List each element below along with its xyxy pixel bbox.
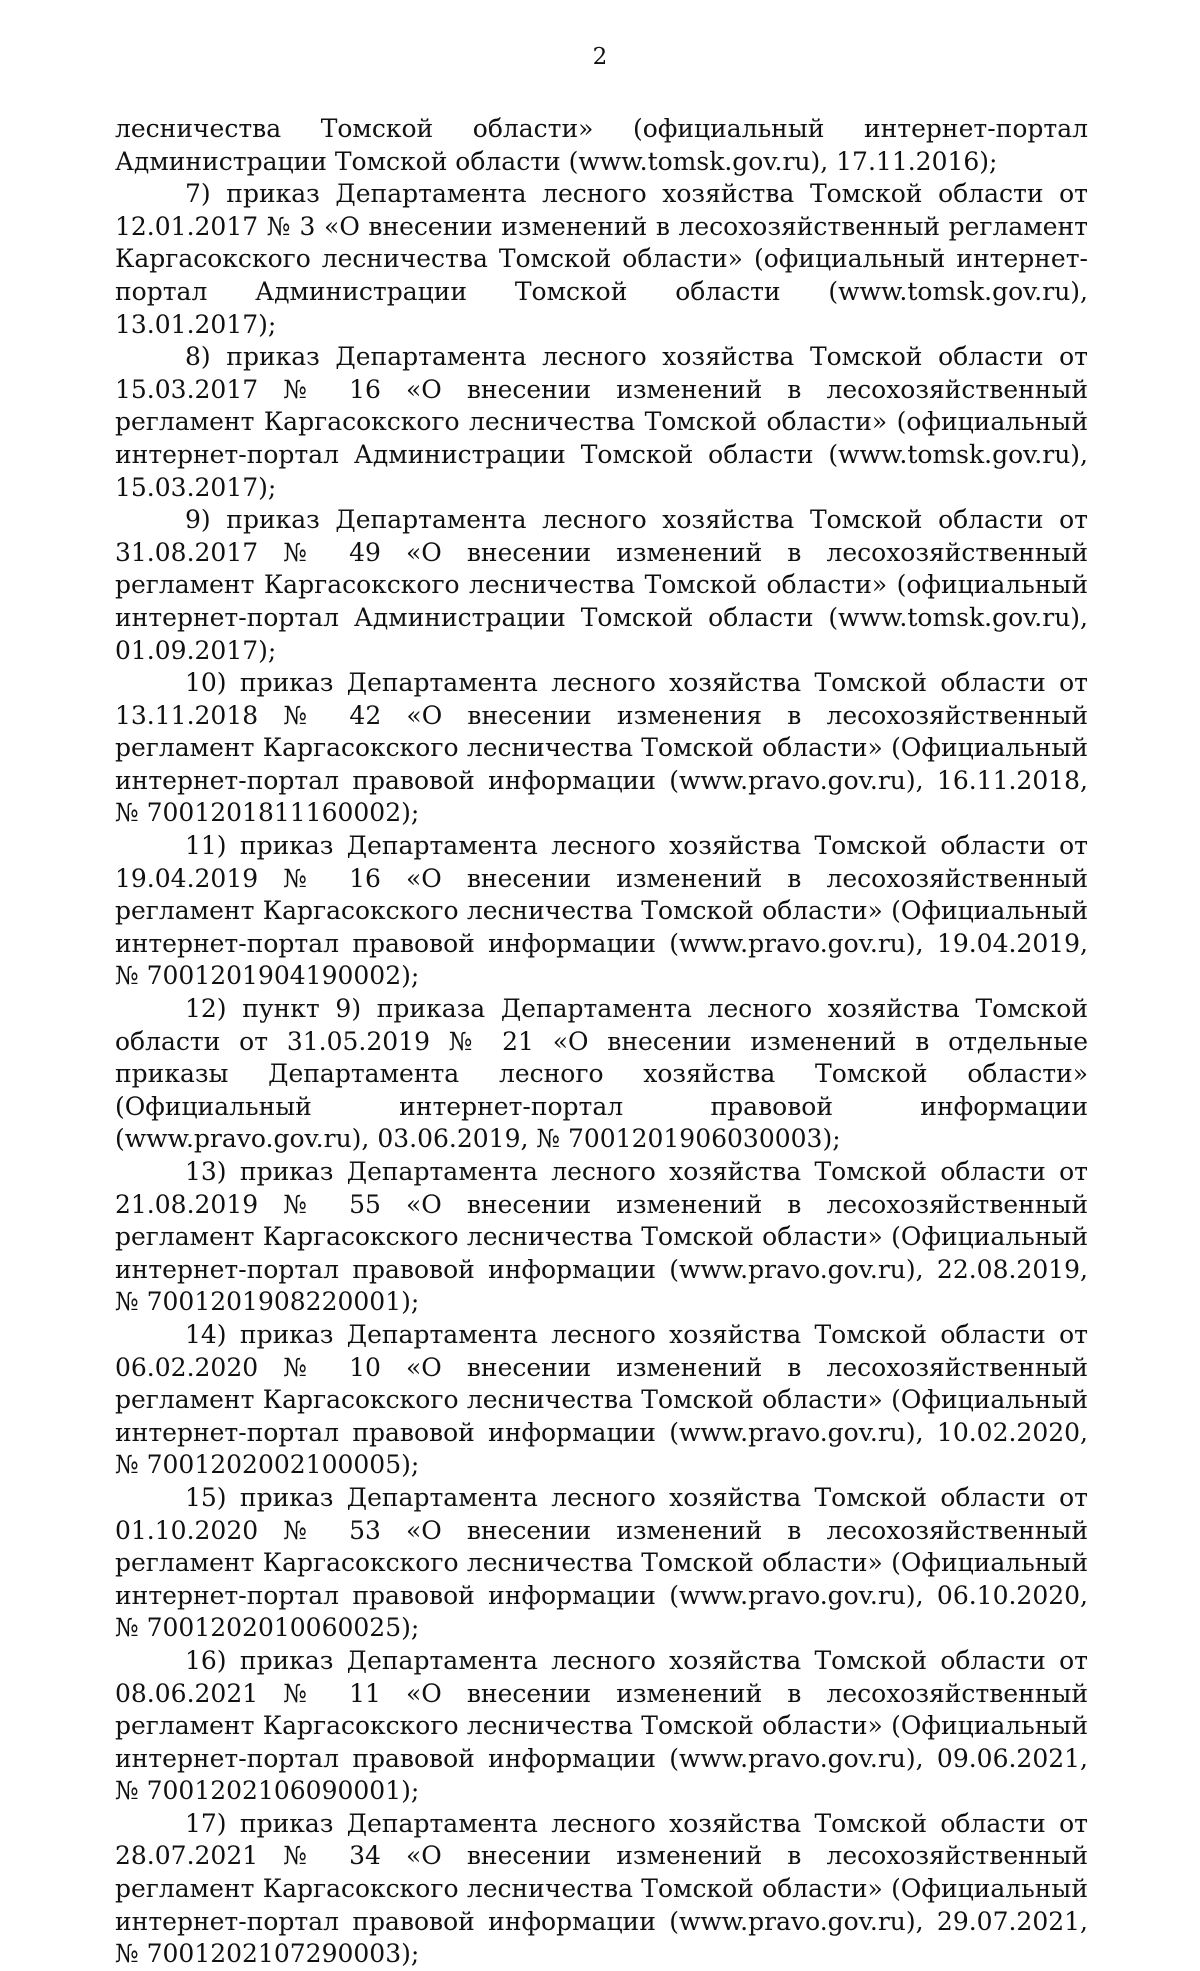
list-item-13: 13) приказ Департамента лесного хозяйства Томской области от 21.08.2019 № 55 «О внесении изменений в лесохозяйственный регламент Каргасокского лесничества Томской области» (Официальный интернет-портал правовой информации (www.pravo.gov.ru), 22.08.2019, № 7001201908220001); [115,1157,1088,1317]
list-item-9: 9) приказ Департамента лесного хозяйства Томской области от 31.08.2017 № 49 «О внесении изменений в лесохозяйственный регламент Каргасокского лесничества Томской области» (официальный интернет-портал Администрации Томской области (www.tomsk.gov.ru), 01.09.2017); [115,505,1088,665]
list-item-14: 14) приказ Департамента лесного хозяйства Томской области от 06.02.2020 № 10 «О внесении изменений в лесохозяйственный регламент Каргасокского лесничества Томской области» (Официальный интернет-портал правовой информации (www.pravo.gov.ru), 10.02.2020, № 7001202002100005); [115,1319,1088,1480]
list-item-17: 17) приказ Департамента лесного хозяйства Томской области от 28.07.2021 № 34 «О внесении изменений в лесохозяйственный регламент Каргасокского лесничества Томской области» (Официальный интернет-портал правовой информации (www.pravo.gov.ru), 29.07.2021, № 7001202107290003); [115,1808,1088,1969]
list-item-12: 12) пункт 9) приказа Департамента лесного хозяйства Томской области от 31.05.2019 № 21 «О внесении изменений в отдельные приказы Департамента лесного хозяйства Томской области» (Официальный интернет-портал правовой информации (www.pravo.gov.ru), 03.06.2019, № 7001201906030003); [115,994,1088,1154]
list-item-11: 11) приказ Департамента лесного хозяйства Томской области от 19.04.2019 № 16 «О внесении изменений в лесохозяйственный регламент Каргасокского лесничества Томской области» (Официальный интернет-портал правовой информации (www.pravo.gov.ru), 19.04.2019, № 7001201904190002); [115,831,1088,991]
list-item-10: 10) приказ Департамента лесного хозяйства Томской области от 13.11.2018 № 42 «О внесении изменения в лесохозяйственный регламент Каргасокского лесничества Томской области» (Официальный интернет-портал правовой информации (www.pravo.gov.ru), 16.11.2018, № 7001201811160002); [115,668,1088,828]
list-item-8: 8) приказ Департамента лесного хозяйства Томской области от 15.03.2017 № 16 «О внесении изменений в лесохозяйственный регламент Каргасокского лесничества Томской области» (официальный интернет-портал Администрации Томской области (www.tomsk.gov.ru), 15.03.2017); [115,342,1088,502]
list-item-16: 16) приказ Департамента лесного хозяйства Томской области от 08.06.2021 № 11 «О внесении изменений в лесохозяйственный регламент Каргасокского лесничества Томской области» (Официальный интернет-портал правовой информации (www.pravo.gov.ru), 09.06.2021, № 7001202106090001); [115,1645,1088,1806]
document-body [115,113,1088,1971]
page-number: 2 [592,44,608,70]
list-item-15: 15) приказ Департамента лесного хозяйства Томской области от 01.10.2020 № 53 «О внесении изменений в лесохозяйственный регламент Каргасокского лесничества Томской области» (Официальный интернет-портал правовой информации (www.pravo.gov.ru), 06.10.2020, № 7001202010060025); [115,1482,1088,1643]
list-item-7: 7) приказ Департамента лесного хозяйства Томской области от 12.01.2017 № 3 «О внесении изменений в лесохозяйственный регламент Каргасокского лесничества Томской области» (официальный интернет-портал Администрации Томской области (www.tomsk.gov.ru), 13.01.2017); [115,179,1088,339]
paragraph-continued-item-6: лесничества Томской области» (официальный интернет-портал Администрации Томской области (www.tomsk.gov.ru), 17.11.2016); [115,114,1088,176]
